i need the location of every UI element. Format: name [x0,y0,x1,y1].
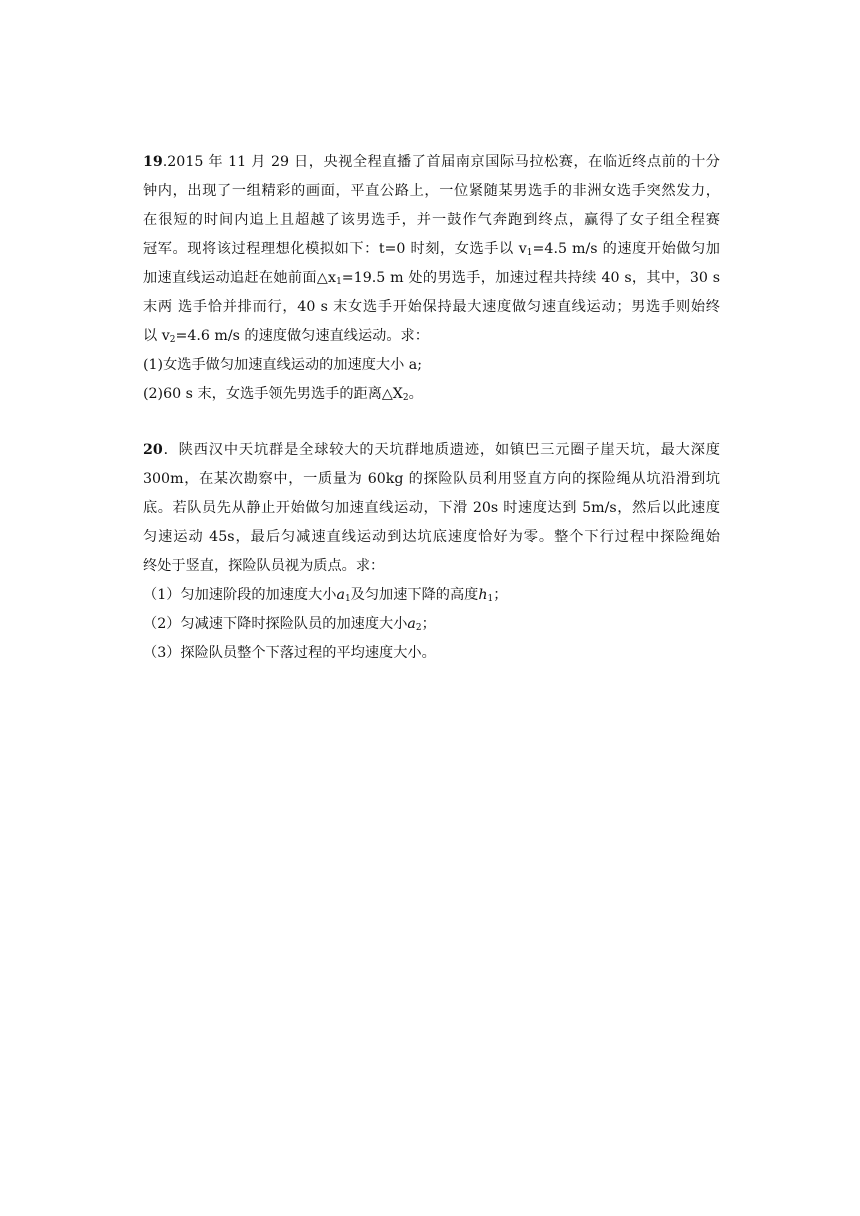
problem-20-line-3: 底。若队员先从静止开始做匀加速直线运动，下滑 20s 时速度达到 5m/s，然后以此速度 [143,500,720,516]
problem-20-line-5: 终处于竖直，探险队员视为质点。求： [143,558,385,574]
problem-20-subquestion-1: （1）匀加速阶段的加速度大小$a_1$及匀加速下降的高度$h_1$； [143,587,508,604]
problem-19-line-7: 以 $v_2=4.6$ m/s 的速度做匀速直线运动。求： [143,328,429,345]
problem-19-subquestion-2: (2)60 s 末，女选手领先男选手的距离$\triangle X_2$。 [143,386,423,403]
problem-20-subquestion-3: （3）探险队员整个下落过程的平均速度大小。 [143,645,436,661]
problem-20-line-2: 300m，在某次勘察中，一质量为 60kg 的探险队员利用竖直方向的探险绳从坑沿滑到坑 [143,471,720,487]
problem-19-line-6: 末两 选手恰并排而行，40 s 末女选手开始保持最大速度做匀速直线运动；男选手则始终 [143,299,720,315]
problem-20 [143,436,720,668]
problem-19-subquestion-1: (1)女选手做匀加速直线运动的加速度大小 a; [143,357,423,373]
problem-19 [143,148,720,409]
problem-19-line-3: 在很短的时间内追上且超越了该男选手，并一鼓作气奔跑到终点，赢得了女子组全程赛 [143,212,720,228]
problem-19-number: 19 [143,154,163,170]
problem-20-line-4: 匀速运动 45s，最后匀减速直线运动到达坑底速度恰好为零。整个下行过程中探险绳始 [143,529,720,545]
problem-19-line-4: 冠军。现将该过程理想化模拟如下：t=0 时刻，女选手以 $v_1=4.5$ m/s 的速度开始做匀加 [143,241,720,258]
problem-20-subquestion-2: （2）匀减速下降时探险队员的加速度大小$a_2$； [143,616,436,633]
problem-19-line-1: 19.2015 年 11 月 29 日，央视全程直播了首届南京国际马拉松赛，在临近终点前的十分 [143,154,720,170]
problem-19-line-2: 钟内，出现了一组精彩的画面，平直公路上，一位紧随某男选手的非洲女选手突然发力， [143,183,720,199]
problem-20-line-1: 20．陕西汉中天坑群是全球较大的天坑群地质遗迹，如镇巴三元圈子崖天坑，最大深度 [143,442,720,458]
problem-19-line-5: 加速直线运动追赶在她前面$\triangle x_1=19.5$ m 处的男选手，加速过程共持续 40 s，其中，30 s [143,270,720,287]
problem-20-number: 20 [143,442,163,458]
